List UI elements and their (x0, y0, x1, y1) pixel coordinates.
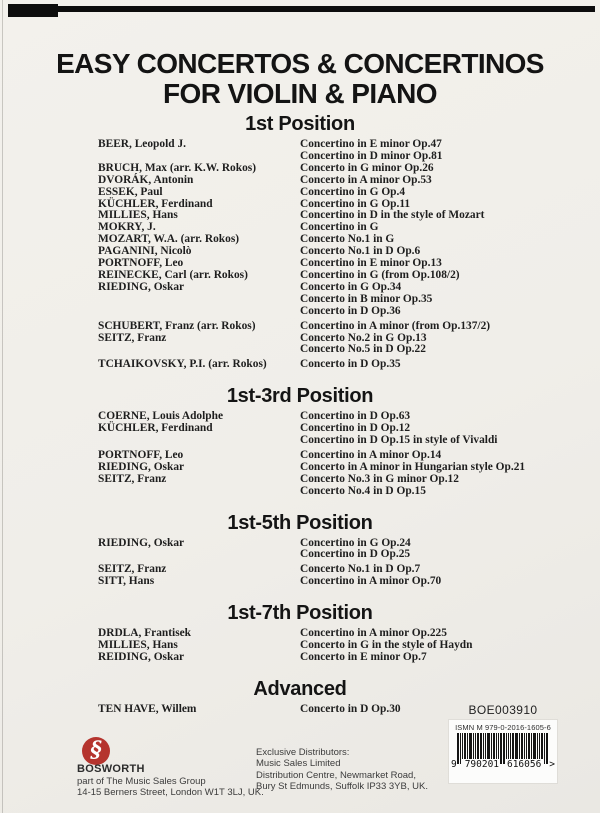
composer-name: SITT, Hans (98, 575, 155, 588)
logo-glyph: § (90, 737, 102, 763)
work-title: Concerto in B minor Op.35 (300, 292, 433, 305)
composer-name: KÜCHLER, Ferdinand (98, 197, 213, 210)
work-title: Concertino in G Op.4 (300, 185, 406, 198)
distributor-heading: Exclusive Distributors: (256, 747, 350, 758)
work-title: Concertino in G Op.24 (300, 536, 411, 549)
work-title: Concerto in E minor Op.7 (300, 651, 427, 663)
work-row (0, 462, 600, 474)
work-row (0, 187, 600, 199)
catalog-sections (0, 112, 600, 716)
composer-name: BRUCH, Max (arr. K.W. Rokos) (98, 161, 256, 174)
barcode-group2: 616056 (506, 759, 542, 770)
composer-name: DRDLA, Frantisek (98, 627, 192, 640)
ismn-label: ISMN M 979-0-2016-1605-6 (455, 723, 551, 732)
publisher-address: 14-15 Berners Street, London W1T 3LJ, UK. (77, 787, 264, 798)
section-rows (0, 139, 600, 371)
scan-edge-mark (10, 6, 595, 12)
work-title: Concerto No.1 in G (300, 233, 395, 246)
work-title: Concertino in G Op.11 (300, 197, 411, 210)
composer-name: SEITZ, Franz (98, 472, 167, 485)
work-row (0, 294, 600, 306)
composer-name: SCHUBERT, Franz (arr. Rokos) (98, 319, 256, 332)
work-row (0, 344, 600, 356)
composer-name: MOZART, W.A. (arr. Rokos) (98, 233, 240, 246)
work-row (0, 175, 600, 187)
publisher-name: BOSWORTH (77, 763, 145, 775)
section-rows (0, 538, 600, 589)
work-title: Concertino in A minor Op.225 (300, 627, 447, 640)
work-title: Concerto No.2 in G Op.13 (300, 331, 427, 344)
section-rows (0, 411, 600, 497)
work-title: Concerto in D Op.30 (300, 702, 401, 715)
work-row (0, 163, 600, 175)
barcode-quiet-zone-arrow: > (549, 759, 555, 770)
work-row (0, 486, 600, 498)
section-heading: 1st-5th Position (227, 511, 373, 534)
work-title: Concerto in D Op.36 (300, 304, 401, 317)
barcode-lead-digit: 9 (451, 759, 457, 770)
composer-name: RIEDING, Oskar (98, 460, 185, 473)
composer-name: SEITZ, Franz (98, 563, 167, 576)
barcode-group1: 790201 (464, 759, 500, 770)
work-title: Concerto No.1 in D Op.6 (300, 245, 421, 258)
composer-name: DVORÁK, Antonin (98, 173, 194, 186)
work-title: Concertino in G (from Op.108/2) (300, 268, 460, 281)
work-title: Concertino in A minor Op.14 (300, 448, 442, 461)
work-row (0, 282, 600, 294)
composer-name: REINECKE, Carl (arr. Rokos) (98, 268, 248, 281)
catalog-number: BOE003910 (468, 703, 538, 717)
work-title: Concerto in G in the style of Haydn (300, 639, 473, 652)
position-section (0, 511, 600, 589)
work-title: Concertino in E minor Op.47 (300, 138, 442, 150)
work-row (0, 321, 600, 333)
section-heading: 1st Position (245, 113, 355, 135)
work-title: Concerto No.3 in G minor Op.12 (300, 472, 459, 485)
work-title: Concertino in D minor Op.81 (300, 149, 443, 162)
position-section (0, 112, 600, 371)
composer-name: MILLIES, Hans (98, 209, 178, 222)
work-row (0, 652, 600, 664)
composer-name (98, 486, 300, 498)
composer-name: RIEDING, Oskar (98, 280, 185, 293)
distributor-address-line1: Distribution Centre, Newmarket Road, (256, 769, 416, 781)
work-title: Concertino in D Op.25 (300, 548, 411, 561)
work-title: Concertino in D Op.63 (300, 410, 411, 423)
composer-name: PORTNOFF, Leo (98, 257, 184, 270)
work-title: Concerto No.5 in D Op.22 (300, 343, 426, 356)
work-title: Concerto in D Op.35 (300, 358, 401, 371)
work-title: Concertino in G (300, 221, 379, 234)
work-row (0, 435, 600, 447)
composer-name: SEITZ, Franz (98, 331, 167, 344)
work-row (0, 474, 600, 486)
work-title: Concerto No.1 in D Op.7 (300, 563, 421, 576)
work-title: Concertino in D in the style of Mozart (300, 209, 485, 222)
position-section (0, 601, 600, 664)
distributor-address-line2: Bury St Edmunds, Suffolk IP33 3YB, UK. (256, 780, 428, 792)
bosworth-logo-icon (82, 737, 110, 765)
publisher-group-line: part of The Music Sales Group (77, 776, 206, 787)
distributor-name: Music Sales Limited (256, 758, 341, 770)
distributor-block (256, 747, 428, 792)
barcode-panel (449, 720, 557, 783)
work-title: Concerto No.4 in D Op.15 (300, 484, 426, 497)
composer-name: REIDING, Oskar (98, 651, 185, 663)
composer-name: PORTNOFF, Leo (98, 448, 184, 461)
work-title: Concerto in A minor Op.53 (300, 173, 432, 186)
composer-name: MILLIES, Hans (98, 639, 178, 652)
section-heading: 1st-7th Position (227, 602, 373, 625)
composer-name: TCHAIKOVSKY, P.I. (arr. Rokos) (98, 358, 267, 371)
work-row (0, 306, 600, 318)
composer-name: COERNE, Louis Adolphe (98, 410, 224, 423)
work-row (0, 549, 600, 561)
composer-name: KÜCHLER, Ferdinand (98, 422, 213, 435)
composer-name (98, 344, 300, 356)
section-rows (0, 628, 600, 664)
composer-name (98, 294, 300, 306)
composer-name (98, 435, 300, 447)
work-title: Concertino in D Op.15 in style of Vivaldi (300, 434, 498, 447)
composer-name (98, 549, 300, 561)
composer-name: PAGANINI, Nicolò (98, 245, 192, 258)
section-heading: Advanced (253, 677, 347, 700)
page-title-line2: FOR VIOLIN & PIANO (163, 78, 437, 109)
composer-name: RIEDING, Oskar (98, 536, 185, 549)
work-row (0, 359, 600, 371)
page-title (0, 49, 600, 109)
work-title: Concerto in G minor Op.26 (300, 161, 434, 174)
work-row (0, 576, 600, 588)
composer-name: TEN HAVE, Willem (98, 702, 197, 715)
work-title: Concerto in A minor in Hungarian style Op.21 (300, 460, 526, 473)
section-heading: 1st-3rd Position (226, 385, 374, 408)
work-title: Concertino in A minor Op.70 (300, 575, 442, 588)
work-title: Concerto in G Op.34 (300, 280, 402, 293)
composer-name: MOKRY, J. (98, 221, 156, 234)
composer-name: ESSEK, Paul (98, 185, 163, 198)
composer-name (98, 306, 300, 318)
position-section (0, 384, 600, 497)
page-title-line1: EASY CONCERTOS & CONCERTINOS (56, 48, 544, 79)
work-title: Concertino in D Op.12 (300, 422, 411, 435)
composer-name: BEER, Leopold J. (98, 138, 186, 150)
work-title: Concertino in A minor (from Op.137/2) (300, 319, 491, 332)
work-title: Concertino in E minor Op.13 (300, 257, 442, 270)
